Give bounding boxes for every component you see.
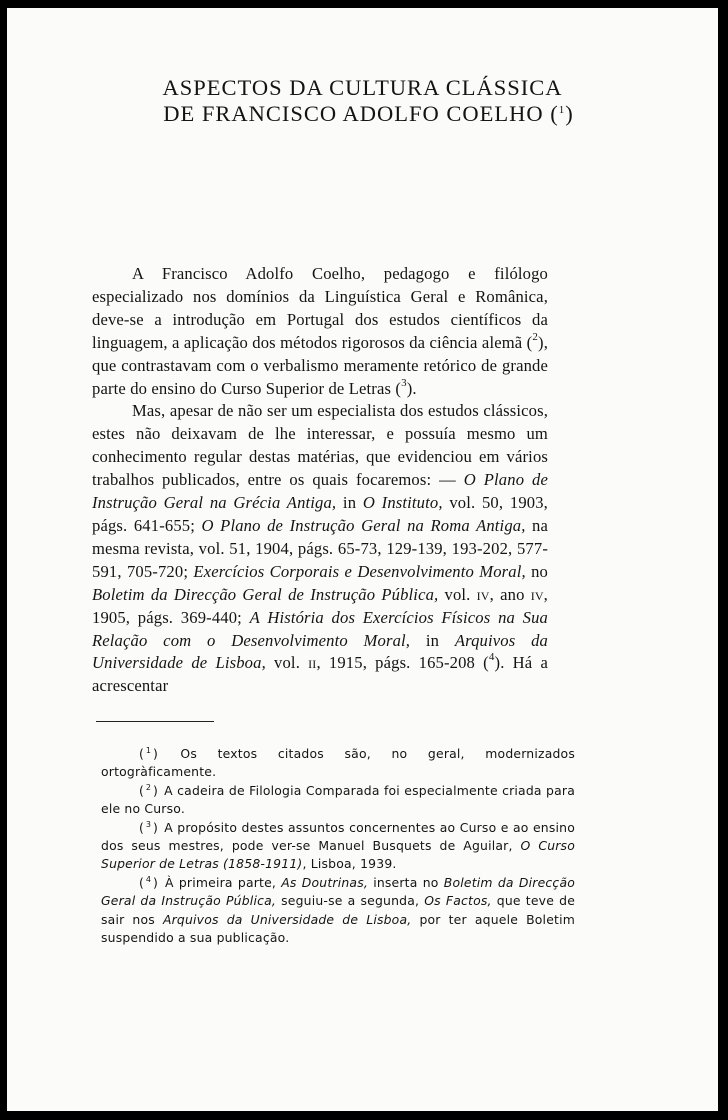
journal-arquivos: Arquivos da Universidade de Lisboa, xyxy=(92,630,548,673)
paragraph-1-text-b: , que contrastavam com o verbalismo meramente retórico de grande parte do ensino do Curso Superior de Letras xyxy=(92,332,548,398)
scanned-page xyxy=(7,8,718,1111)
footnote-3-number: 3 xyxy=(145,819,153,829)
footnote-divider xyxy=(96,721,214,722)
footnote-ref-3[interactable]: 3 xyxy=(401,376,407,389)
footnote-1-number: 1 xyxy=(145,746,153,755)
footnote-3-text-a: A propósito destes assuntos concernentes ao Curso e ao ensino dos seus mestres, pode ver-se Manuel Busquets de Aguilar, xyxy=(101,819,575,854)
article-title xyxy=(7,75,718,127)
body-text xyxy=(92,263,548,698)
paragraph-1-text-a: A Francisco Adolfo Coelho, pedagogo e filólogo especializado nos domínios da Linguística Geral e Românica, deve-se a introdução em Portugal dos estudos científicos da linguagem, a aplicação dos métodos rigorosos da ciência alemã xyxy=(92,264,548,352)
title-line-1: ASPECTOS DA CULTURA CLÁSSICA xyxy=(162,75,563,100)
paragraph-2-text-e: no xyxy=(525,561,548,581)
footnote-3-work-title: O Curso Superior de Letras (1858-1911) xyxy=(101,838,575,872)
work-title-roma: O Plano de Instrução Geral na Roma Antiga, xyxy=(201,515,526,535)
footnote-4-text-a: À primeira parte, xyxy=(164,874,282,890)
footnote-1-text: Os textos citados são, no geral, modernizados ortogràficamente. xyxy=(101,746,575,780)
paragraph-2-text-b: in xyxy=(336,493,363,513)
footnote-ref-2[interactable]: 2 xyxy=(532,330,538,343)
footnote-2-text: A cadeira de Filologia Comparada foi especialmente criada para ele no Curso. xyxy=(101,782,575,817)
footnote-4-title-boletim: Boletim da Direcção Geral da Instrução Pública, xyxy=(101,874,576,909)
journal-o-instituto: O Instituto, xyxy=(362,493,443,513)
footnote-4-text-e: por ter aquele Boletim suspendido a sua publicação. xyxy=(101,911,575,946)
footnote-1: ($^1$) Os textos citados são, no geral, modernizados ortogràficamente. xyxy=(101,746,575,780)
footnote-2: ($^2$) A cadeira de Filologia Comparada foi especialmente criada para ele no Curso. xyxy=(101,782,575,817)
paragraph-2-text-m: . Há a acrescentar xyxy=(92,653,548,696)
footnote-4-title-doutrinas: As Doutrinas, xyxy=(281,874,368,890)
footnote-ref-4[interactable]: 4 xyxy=(488,651,495,664)
paragraph-1-text-c: . xyxy=(412,378,417,398)
title-line-2: DE FRANCISCO ADOLFO COELHO ($^1$) xyxy=(163,101,574,126)
paragraph-1: A Francisco Adolfo Coelho, pedagogo e filólogo especializado nos domínios da Linguística Geral e Românica, deve-se a introdução em Portugal dos estudos científicos da linguagem, a aplicação dos métodos rigorosos da ciência alemã ($^2$), que contrastavam com o verbalismo meramente retórico de grande parte do ensino do Curso Superior de Letras ($^3$). xyxy=(92,264,548,398)
volume-numeral: iv xyxy=(476,584,490,604)
volume-numeral-2: ii xyxy=(308,653,317,673)
work-title-historia: A História dos Exercícios Físicos na Sua Relação com o Desenvolvimento Moral, xyxy=(92,607,549,650)
paragraph-2-text-d: na mesma revista, vol. 51, 1904, págs. 65-73, 129-139, 193-202, 577-591, 705-720; xyxy=(92,515,549,581)
paragraph-2-text-g: , ano xyxy=(489,584,531,604)
footnote-4-text-d: que teve de sair nos xyxy=(101,893,576,927)
title-line-2-text: DE FRANCISCO ADOLFO COELHO xyxy=(163,101,544,126)
footnote-4-text-b: inserta no xyxy=(368,874,444,890)
paragraph-2-text-a: Mas, apesar de não ser um especialista dos estudos clássicos, estes não deixavam de lhe interessar, e possuía mesmo um conhecimento regular destas matérias, que evidenciou em vários trabalhos publicados, entre os quais focaremos: — xyxy=(92,401,548,490)
footnote-4-title-arquivos: Arquivos da Universidade de Lisboa, xyxy=(162,911,412,927)
work-title-grecia: O Plano de Instrução Geral na Grécia Antiga, xyxy=(92,470,548,513)
footnote-3: ($^3$) A propósito destes assuntos concernentes ao Curso e ao ensino dos seus mestres, pode ver-se Manuel Busquets de Aguilar, O Curso Superior de Letras (1858-1911), Lisboa, 1939. xyxy=(101,819,575,872)
journal-boletim: Boletim da Direcção Geral de Instrução Pública, xyxy=(92,584,439,604)
footnote-4-text-c: seguiu-se a segunda, xyxy=(276,893,425,909)
footnote-4-number: 4 xyxy=(145,874,153,884)
paragraph-2-text-h: , 1905, págs. 369-440; xyxy=(92,584,548,627)
footnote-4: ($^4$) À primeira parte, As Doutrinas, inserta no Boletim da Direcção Geral da Instrução Pública, seguiu-se a segunda, Os Factos, que teve de sair nos Arquivos da Universidade de Lisboa, por ter aquele Boletim suspendido a sua publicação. xyxy=(101,874,576,946)
footnote-2-number: 2 xyxy=(145,782,153,792)
paragraph-2-text-j: in xyxy=(410,630,455,650)
footnote-4-title-factos: Os Factos, xyxy=(424,893,492,909)
year-numeral: iv xyxy=(530,584,544,604)
work-title-exercicios: Exercícios Corporais e Desenvolvimento Moral, xyxy=(193,561,526,581)
paragraph-2-text-l: , 1915, págs. 165-208 xyxy=(316,653,475,673)
footnotes xyxy=(101,745,575,947)
paragraph-2-text-k: vol. xyxy=(265,653,309,673)
paragraph-2-text-c: vol. 50, 1903, págs. 641-655; xyxy=(92,493,548,535)
footnote-3-text-b: , Lisboa, 1939. xyxy=(302,856,397,872)
paragraph-2: Mas, apesar de não ser um especialista dos estudos clássicos, estes não deixavam de lhe interessar, e possuía mesmo um conhecimento regular destas matérias, que evidenciou em vários trabalhos publicados, entre os quais focaremos: — O Plano de Instrução Geral na Grécia Antiga, in O Instituto, vol. 50, 1903, págs. 641-655; O Plano de Instrução Geral na Roma Antiga, na mesma revista, vol. 51, 1904, págs. 65-73, 129-139, 193-202, 577-591, 705-720; Exercícios Corporais e Desenvolvimento Moral, no Boletim da Direcção Geral de Instrução Pública, vol. iv, ano iv, 1905, págs. 369-440; A História dos Exercícios Físicos na Sua Relação com o Desenvolvimento Moral, in Arquivos da Universidade de Lisboa, vol. ii, 1915, págs. 165-208 ($^4$). Há a acrescentar xyxy=(92,401,549,696)
paragraph-2-text-f: vol. xyxy=(438,584,477,604)
footnote-ref-1[interactable]: 1 xyxy=(558,104,566,116)
